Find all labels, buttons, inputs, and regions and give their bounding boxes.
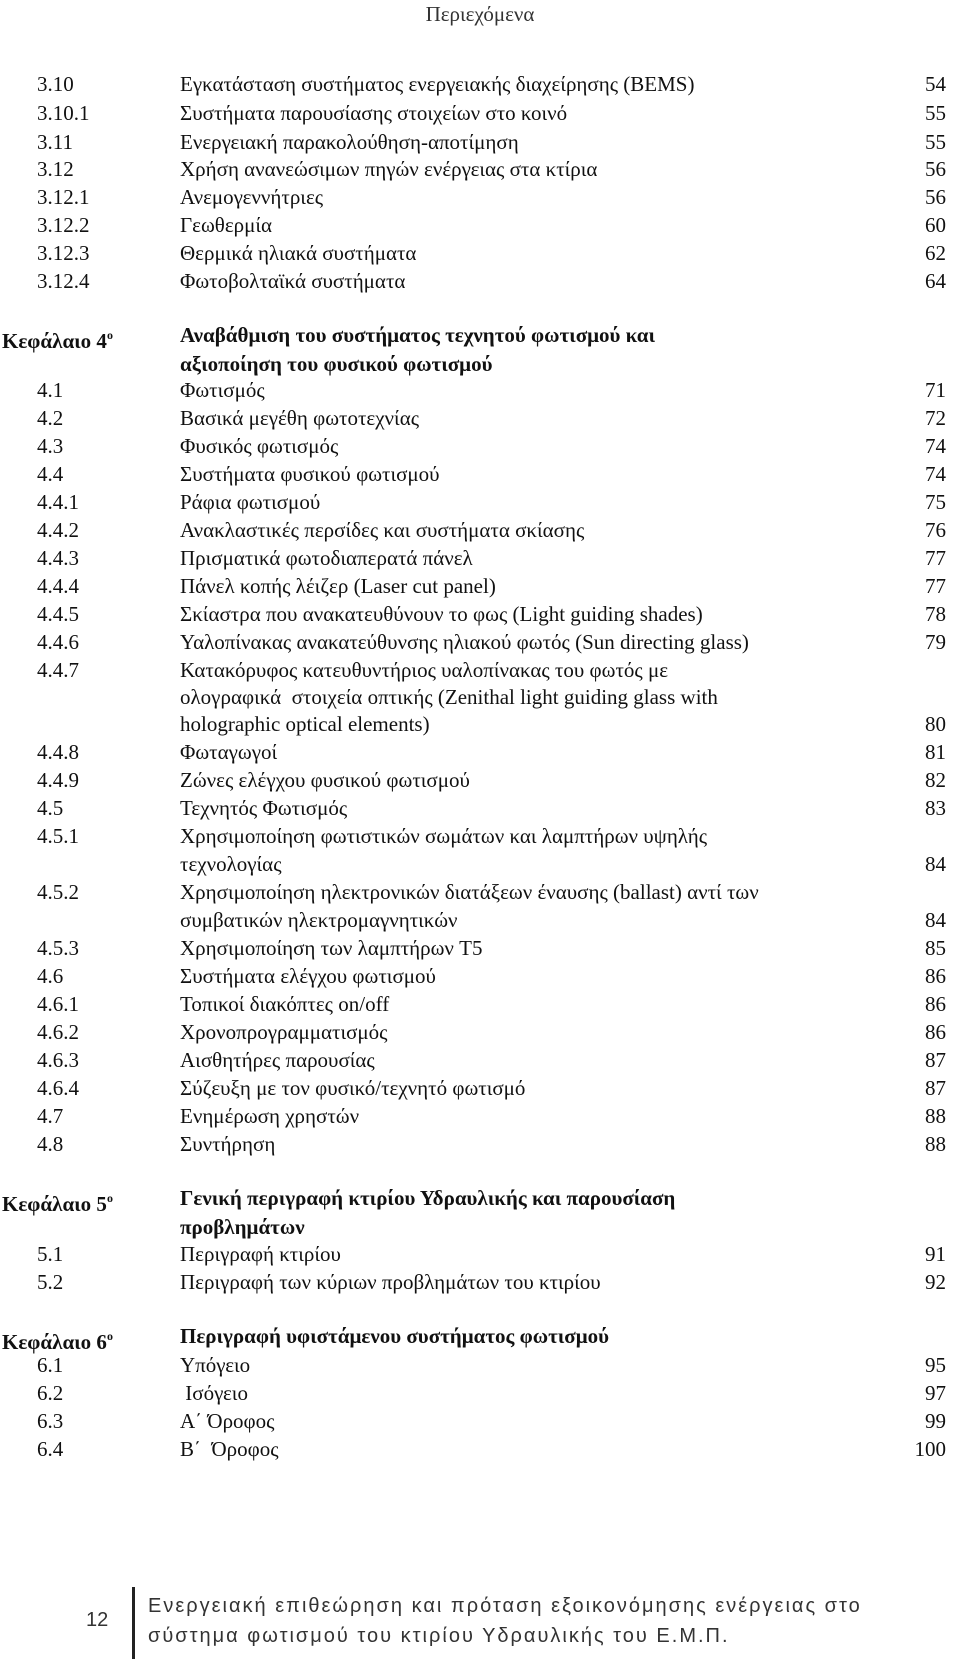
- toc-entry: [0, 600, 960, 629]
- toc-entry-number: 4.4.2: [37, 518, 79, 542]
- toc-entry-number: 6.2: [37, 1381, 64, 1405]
- toc-entry-title: Σκίαστρα που ανακατευθύνουν το φως (Light guiding shades): [180, 602, 703, 626]
- toc-entry-page: 91: [925, 1242, 946, 1266]
- toc-entry-number: 5.1: [37, 1242, 64, 1266]
- chapter-label-text: Κεφάλαιο 4: [2, 329, 107, 353]
- toc-entry-page: 97: [925, 1381, 946, 1405]
- footer-page-number: 12: [86, 1609, 109, 1631]
- toc-entry: [0, 822, 960, 851]
- toc-entry-number: 4.5.2: [37, 880, 79, 904]
- toc-entry: [0, 1074, 960, 1103]
- toc-entry: [0, 572, 960, 601]
- toc-entry-number: 4.4.6: [37, 630, 79, 654]
- toc-entry: [0, 1351, 960, 1380]
- toc-entry-page: 81: [925, 740, 946, 764]
- toc-entry-number: 3.11: [37, 130, 73, 154]
- toc-entry-page: 84: [925, 852, 946, 876]
- toc-entry-title: Γεωθερμία: [180, 213, 273, 237]
- toc-entry-page: 99: [925, 1409, 946, 1433]
- toc-entry-page: 54: [925, 72, 946, 96]
- toc-entry-number: 4.4.5: [37, 602, 79, 626]
- toc-entry-page: 84: [925, 908, 946, 932]
- chapter-heading: [0, 321, 960, 376]
- toc-entry-page: 78: [925, 602, 946, 626]
- chapter-title-line: Αναβάθμιση του συστήματος τεχνητού φωτισμού και: [180, 323, 655, 347]
- toc-entry: [0, 1240, 960, 1269]
- toc-entry-continuation: [0, 906, 960, 935]
- toc-entry-title: Αισθητήρες παρουσίας: [180, 1048, 375, 1072]
- toc-entry: [0, 544, 960, 573]
- toc-entry-number: 4.4: [37, 462, 64, 486]
- chapter-label: [2, 1184, 113, 1219]
- toc-entry-title: Φωτοβολταϊκά συστήματα: [180, 269, 406, 293]
- toc-entry-page: 72: [925, 406, 946, 430]
- toc-entry: [0, 990, 960, 1019]
- toc-entry: [0, 1379, 960, 1408]
- toc-entry-page: 60: [925, 213, 946, 237]
- toc-entry-page: 100: [914, 1437, 946, 1461]
- toc-entry-page: 88: [925, 1104, 946, 1128]
- toc-entry: [0, 183, 960, 212]
- toc-entry-number: 4.5.3: [37, 936, 79, 960]
- toc-entry-number: 4.5.1: [37, 824, 79, 848]
- toc-entry-number: 4.7: [37, 1104, 64, 1128]
- toc-entry: [0, 516, 960, 545]
- toc-entry-title: Θερμικά ηλιακά συστήματα: [180, 241, 417, 265]
- toc-entry-number: 3.12.4: [37, 269, 90, 293]
- footer-document-title: [148, 1591, 948, 1651]
- toc-entry: [0, 878, 960, 907]
- toc-entry-page: 77: [925, 574, 946, 598]
- chapter-title-line: Γενική περιγραφή κτιρίου Υδραυλικής και παρουσίαση: [180, 1186, 676, 1210]
- toc-entry-number: 3.12.1: [37, 185, 90, 209]
- toc-entry-number: 4.4.3: [37, 546, 79, 570]
- toc-entry: [0, 656, 960, 685]
- toc-entry-number: 3.12: [37, 157, 74, 181]
- toc-entry-title: Ενημέρωση χρηστών: [180, 1104, 360, 1128]
- toc-entry-title: Βασικά μεγέθη φωτοτεχνίας: [180, 406, 420, 430]
- toc-entry-title: Περιγραφή των κύριων προβλημάτων του κτιρίου: [180, 1270, 601, 1294]
- page-footer: [0, 1587, 960, 1663]
- toc-entry-number: 4.4.1: [37, 490, 79, 514]
- toc-entry-page: 86: [925, 992, 946, 1016]
- toc-entry: [0, 628, 960, 657]
- toc-entry-title: Χρησιμοποίηση των λαμπτήρων T5: [180, 936, 483, 960]
- toc-entry-title: Ράφια φωτισμού: [180, 490, 321, 514]
- toc-entry: [0, 794, 960, 823]
- toc-entry-page: 76: [925, 518, 946, 542]
- toc-entry: [0, 376, 960, 405]
- toc-entry-number: 3.10: [37, 72, 74, 96]
- toc-entry-title: Χρησιμοποίηση ηλεκτρονικών διατάξεων έναυσης (ballast) αντί των: [180, 880, 759, 904]
- toc-entry-page: 88: [925, 1132, 946, 1156]
- toc-entry-title: τεχνολογίας: [180, 852, 282, 876]
- toc-entry: [0, 1046, 960, 1075]
- toc-entry-title: Ισόγειο: [180, 1381, 248, 1405]
- chapter-title: [180, 1322, 840, 1351]
- toc-entry: [0, 128, 960, 157]
- toc-entry: [0, 460, 960, 489]
- toc-entry: [0, 1102, 960, 1131]
- chapter-label-ordinal: ο: [106, 328, 113, 342]
- toc-entry-number: 4.6.1: [37, 992, 79, 1016]
- toc-entry-page: 79: [925, 630, 946, 654]
- toc-entry-title: Σύζευξη με τον φυσικό/τεχνητό φωτισμό: [180, 1076, 526, 1100]
- toc-entry: [0, 488, 960, 517]
- toc-entry-title: Πάνελ κοπής λέιζερ (Laser cut panel): [180, 574, 496, 598]
- toc-entry-number: 4.1: [37, 378, 64, 402]
- toc-entry-title: Ενεργειακή παρακολούθηση-αποτίμηση: [180, 130, 519, 154]
- toc-entry: [0, 155, 960, 184]
- page-header: Περιεχόμενα: [425, 2, 535, 26]
- toc-entry-number: 4.6: [37, 964, 64, 988]
- toc-entry-title: Α΄ Όροφος: [180, 1409, 275, 1433]
- toc-entry-number: 4.6.3: [37, 1048, 79, 1072]
- toc-entry-number: 5.2: [37, 1270, 64, 1294]
- toc-entry: [0, 70, 960, 99]
- toc-entry-title: συμβατικών ηλεκτρομαγνητικών: [180, 908, 458, 932]
- chapter-heading: [0, 1184, 960, 1239]
- toc-entry-page: 74: [925, 434, 946, 458]
- toc-entry-number: 6.4: [37, 1437, 64, 1461]
- toc-entry-title: Χρήση ανανεώσιμων πηγών ενέργειας στα κτίρια: [180, 157, 598, 181]
- toc-entry-number: 6.1: [37, 1353, 64, 1377]
- chapter-title: [180, 1184, 840, 1242]
- toc-entry-page: 75: [925, 490, 946, 514]
- toc-entry-page: 56: [925, 157, 946, 181]
- toc-entry-title: Υαλοπίνακας ανακατεύθυνσης ηλιακού φωτός (Sun directing glass): [180, 630, 749, 654]
- toc-entry-page: 83: [925, 796, 946, 820]
- toc-entry-title: Συστήματα παρουσίασης στοιχείων στο κοινό: [180, 101, 568, 125]
- toc-entry-continuation: [0, 710, 960, 739]
- toc-entry-page: 80: [925, 712, 946, 736]
- toc-entry-page: 55: [925, 101, 946, 125]
- toc-entry-title: Πρισματικά φωτοδιαπερατά πάνελ: [180, 546, 473, 570]
- toc-entry-title: Υπόγειο: [180, 1353, 251, 1377]
- toc-entry-number: 6.3: [37, 1409, 64, 1433]
- toc-entry-title: Ανεμογεννήτριες: [180, 185, 324, 209]
- toc-entry-number: 3.10.1: [37, 101, 90, 125]
- toc-entry: [0, 738, 960, 767]
- toc-entry-title: Χρησιμοποίηση φωτιστικών σωμάτων και λαμπτήρων υψηλής: [180, 824, 708, 848]
- toc-entry-number: 4.2: [37, 406, 64, 430]
- footer-line-2: σύστημα φωτισμού του κτιρίου Υδραυλικής του Ε.Μ.Π.: [148, 1625, 730, 1647]
- toc-entry-title: Φωτισμός: [180, 378, 265, 402]
- toc-entry-page: 87: [925, 1076, 946, 1100]
- toc-entry-page: 85: [925, 936, 946, 960]
- footer-line-1: Ενεργειακή επιθεώρηση και πρόταση εξοικονόμησης ενέργειας στο: [148, 1595, 862, 1617]
- chapter-label-ordinal: ο: [106, 1329, 113, 1343]
- toc-entry-number: 4.4.7: [37, 658, 79, 682]
- toc-entry-title: ολογραφικά στοιχεία οπτικής (Zenithal light guiding glass with: [180, 685, 718, 709]
- chapter-label-ordinal: ο: [106, 1191, 113, 1205]
- toc-entry: [0, 432, 960, 461]
- toc-entry-page: 87: [925, 1048, 946, 1072]
- toc-entry: [0, 1407, 960, 1436]
- toc-entry-number: 4.3: [37, 434, 64, 458]
- toc-entry: [0, 1018, 960, 1047]
- toc-entry: [0, 766, 960, 795]
- toc-entry-page: 55: [925, 130, 946, 154]
- chapter-label: [2, 321, 113, 356]
- toc-entry-page: 62: [925, 241, 946, 265]
- chapter-label-text: Κεφάλαιο 5: [2, 1192, 107, 1216]
- toc-entry-title: Τεχνητός Φωτισμός: [180, 796, 348, 820]
- toc-entry-number: 4.4.8: [37, 740, 79, 764]
- toc-entry-page: 86: [925, 1020, 946, 1044]
- toc-entry: [0, 934, 960, 963]
- toc-entry-number: 4.8: [37, 1132, 64, 1156]
- toc-entry: [0, 267, 960, 296]
- toc-entry-title: Συστήματα φυσικού φωτισμού: [180, 462, 440, 486]
- toc-entry: [0, 99, 960, 128]
- toc-entry: [0, 1268, 960, 1297]
- toc-entry: [0, 239, 960, 268]
- toc-entry-number: 4.6.4: [37, 1076, 79, 1100]
- toc-entry-page: 71: [925, 378, 946, 402]
- toc-entry-title: Συστήματα ελέγχου φωτισμού: [180, 964, 436, 988]
- toc-entry-title: Β΄ Όροφος: [180, 1437, 279, 1461]
- toc-entry: [0, 211, 960, 240]
- toc-entry: [0, 962, 960, 991]
- toc-entry-title: Περιγραφή κτιρίου: [180, 1242, 341, 1266]
- toc-entry-title: Τοπικοί διακόπτες on/off: [180, 992, 390, 1016]
- toc-entry-page: 77: [925, 546, 946, 570]
- toc-entry-title: Συντήρηση: [180, 1132, 276, 1156]
- chapter-heading: [0, 1322, 960, 1354]
- toc-entry: [0, 404, 960, 433]
- toc-entry-page: 95: [925, 1353, 946, 1377]
- toc-entry: [0, 1435, 960, 1464]
- toc-entry: [0, 1130, 960, 1159]
- toc-entry-title: Κατακόρυφος κατευθυντήριος υαλοπίνακας του φωτός με: [180, 658, 669, 682]
- toc-entry-continuation: [0, 683, 960, 712]
- toc-entry-page: 82: [925, 768, 946, 792]
- toc-entry-number: 3.12.3: [37, 241, 90, 265]
- toc-entry-continuation: [0, 850, 960, 879]
- toc-entry-page: 86: [925, 964, 946, 988]
- chapter-label-text: Κεφάλαιο 6: [2, 1330, 107, 1354]
- chapter-title: [180, 321, 840, 379]
- toc-entry-page: 74: [925, 462, 946, 486]
- toc-entry-title: Ανακλαστικές περσίδες και συστήματα σκίασης: [180, 518, 585, 542]
- chapter-title-line: προβλημάτων: [180, 1215, 305, 1239]
- toc-entry-title: Χρονοπρογραμματισμός: [180, 1020, 388, 1044]
- toc-entry-number: 4.6.2: [37, 1020, 79, 1044]
- toc-entry-title: Φυσικός φωτισμός: [180, 434, 339, 458]
- chapter-title-line: Περιγραφή υφιστάμενου συστήματος φωτισμού: [180, 1324, 610, 1348]
- toc-entry-title: Ζώνες ελέγχου φυσικού φωτισμού: [180, 768, 470, 792]
- toc-entry-page: 56: [925, 185, 946, 209]
- toc-entry-title: Φωταγωγοί: [180, 740, 278, 764]
- chapter-title-line: αξιοποίηση του φυσικού φωτισμού: [180, 352, 493, 376]
- toc-entry-title: Εγκατάσταση συστήματος ενεργειακής διαχείρησης (BEMS): [180, 72, 695, 96]
- footer-divider: [132, 1587, 135, 1659]
- toc-entry-page: 64: [925, 269, 946, 293]
- toc-entry-number: 3.12.2: [37, 213, 90, 237]
- toc-entry-number: 4.4.9: [37, 768, 79, 792]
- toc-entry-title: holographic optical elements): [180, 712, 430, 736]
- toc-entry-number: 4.4.4: [37, 574, 79, 598]
- toc-entry-number: 4.5: [37, 796, 64, 820]
- toc-entry-page: 92: [925, 1270, 946, 1294]
